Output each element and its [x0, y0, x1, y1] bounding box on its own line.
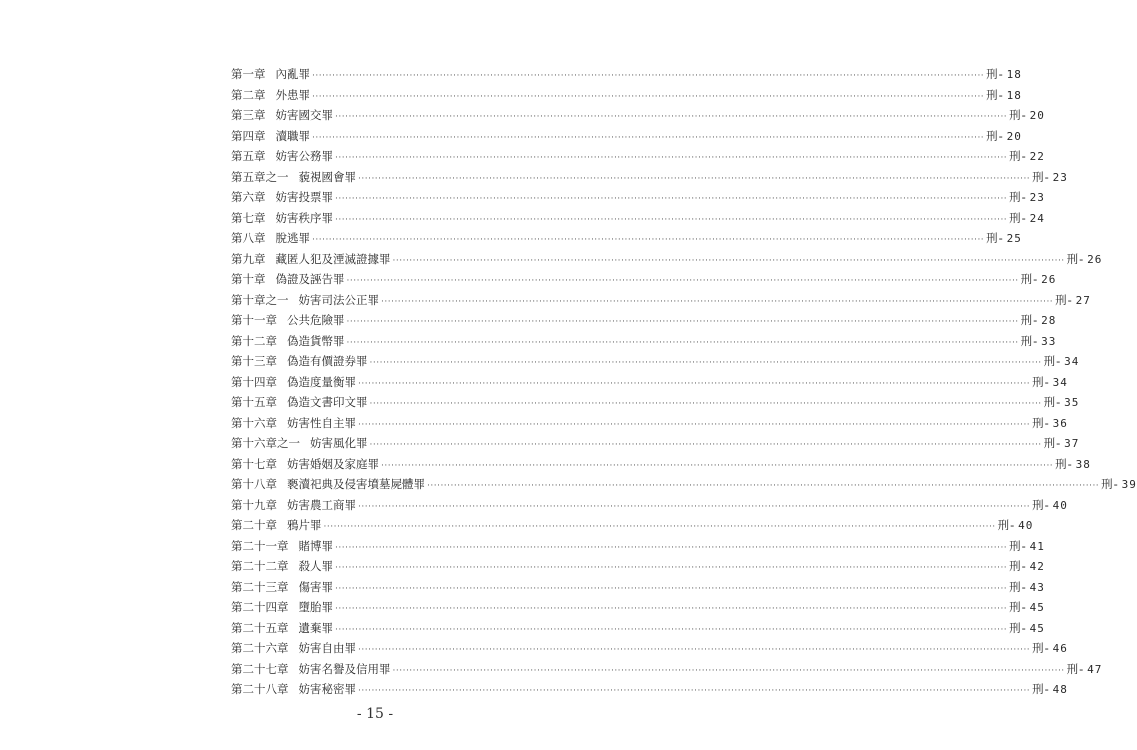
- toc-chapter-title: 妨害名譽及信用罪: [298, 661, 391, 676]
- toc-chapter-title: 傷害罪: [298, 579, 333, 594]
- toc-page-number: 24: [1029, 211, 1045, 225]
- toc-chapter-title: 妨害農工商罪: [287, 497, 356, 512]
- toc-chapter-number: 第二十三章: [231, 579, 289, 594]
- toc-chapter-title: 偽造文書印文罪: [287, 395, 368, 409]
- toc-chapter-title: 偽證及誣告罪: [275, 272, 345, 286]
- toc-entry[interactable]: [231, 126, 1022, 147]
- toc-code-prefix: 刑-: [1043, 354, 1062, 368]
- toc-entry[interactable]: [231, 187, 1045, 208]
- dot-leader: ········································································································································································································: [381, 296, 1054, 307]
- toc-code-prefix: 刑-: [1009, 538, 1027, 553]
- toc-entry[interactable]: [231, 495, 1068, 516]
- toc-chapter-number: 第六章: [231, 190, 266, 204]
- toc-code-prefix: 刑-: [986, 87, 1004, 102]
- toc-chapter-title: 妨害國交罪: [275, 108, 333, 122]
- toc-entry[interactable]: [231, 413, 1068, 434]
- dot-leader: ········································································································································································································: [335, 214, 1008, 225]
- toc-chapter-number: 第七章: [231, 210, 266, 225]
- toc-page-number: 33: [1041, 334, 1057, 348]
- toc-entry[interactable]: [231, 618, 1045, 639]
- toc-chapter-number: 第二十章: [231, 518, 277, 532]
- dot-leader: ········································································································································································································: [335, 112, 1008, 122]
- toc-chapter-number: 第十一章: [231, 313, 277, 327]
- toc-chapter-title: 妨害風化罪: [310, 436, 368, 450]
- toc-chapter-number: 第十五章: [231, 395, 277, 409]
- toc-entry[interactable]: [231, 269, 1057, 290]
- toc-chapter-title: 妨害秩序罪: [275, 210, 333, 225]
- dot-leader: ········································································································································································································: [335, 563, 1008, 573]
- toc-code-prefix: 刑-: [1055, 456, 1073, 471]
- toc-chapter-title: 偽造貨幣罪: [287, 333, 345, 348]
- table-of-contents: [231, 64, 1137, 700]
- toc-chapter-number: 第二十五章: [231, 620, 289, 635]
- toc-chapter-number: 第八章: [231, 231, 266, 245]
- toc-chapter-number: 第十章: [231, 272, 266, 286]
- toc-code-prefix: 刑-: [1032, 497, 1050, 512]
- toc-page-number: 25: [1006, 232, 1022, 245]
- toc-code-prefix: 刑-: [1101, 477, 1119, 491]
- toc-chapter-title: 脫逃罪: [275, 231, 310, 245]
- toc-code-prefix: 刑-: [986, 67, 1004, 81]
- toc-chapter-title: 殺人罪: [298, 559, 333, 573]
- toc-page-number: 40: [1052, 498, 1068, 512]
- toc-page-number: 45: [1029, 621, 1045, 635]
- toc-entry[interactable]: [231, 208, 1045, 229]
- toc-entry[interactable]: [231, 679, 1068, 700]
- dot-leader: ········································································································································································································: [346, 317, 1019, 327]
- toc-chapter-number: 第十八章: [231, 477, 277, 491]
- toc-chapter-title: 妨害性自主罪: [287, 415, 356, 430]
- toc-chapter-title: 妨害投票罪: [275, 190, 333, 204]
- dot-leader: ········································································································································································································: [312, 132, 985, 143]
- dot-leader: ········································································································································································································: [312, 91, 985, 102]
- toc-code-prefix: 刑-: [1043, 395, 1062, 409]
- toc-chapter-title: 褻瀆祀典及侵害墳墓屍體罪: [287, 477, 425, 491]
- toc-page-number: 23: [1052, 170, 1068, 184]
- toc-entry[interactable]: [231, 64, 1022, 85]
- toc-entry[interactable]: [231, 372, 1068, 393]
- toc-entry[interactable]: [231, 536, 1045, 557]
- toc-chapter-title: 妨害司法公正罪: [298, 292, 379, 307]
- toc-code-prefix: 刑-: [1032, 682, 1050, 696]
- dot-leader: ········································································································································································································: [312, 71, 985, 81]
- toc-page-number: 18: [1006, 68, 1022, 81]
- toc-page-number: 23: [1029, 191, 1045, 204]
- toc-chapter-number: 第十九章: [231, 497, 277, 512]
- toc-page-number: 42: [1029, 560, 1045, 573]
- toc-chapter-title: 賭博罪: [298, 538, 333, 553]
- toc-chapter-number: 第十三章: [231, 354, 277, 368]
- toc-code-prefix: 刑-: [1009, 149, 1027, 163]
- toc-entry[interactable]: [231, 351, 1080, 372]
- toc-page-number: 22: [1029, 150, 1045, 163]
- toc-code-prefix: 刑-: [1020, 272, 1039, 286]
- toc-code-prefix: 刑-: [1020, 333, 1039, 348]
- toc-page-number: 43: [1029, 580, 1045, 594]
- dot-leader: ········································································································································································································: [369, 440, 1042, 450]
- toc-chapter-title: 偽造有價證券罪: [287, 354, 368, 368]
- dot-leader: ········································································································································································································: [381, 460, 1054, 471]
- dot-leader: ········································································································································································································: [323, 522, 996, 532]
- toc-chapter-number: 第十章之一: [231, 292, 289, 307]
- toc-code-prefix: 刑-: [1009, 600, 1027, 614]
- toc-entry[interactable]: [231, 454, 1091, 475]
- toc-chapter-number: 第十四章: [231, 374, 277, 389]
- dot-leader: ········································································································································································································: [346, 276, 1019, 286]
- toc-page-number: 38: [1075, 457, 1091, 471]
- toc-page-number: 28: [1041, 314, 1057, 327]
- toc-chapter-number: 第九章: [231, 251, 266, 266]
- toc-page-number: 37: [1064, 437, 1080, 450]
- toc-code-prefix: 刑-: [1020, 313, 1039, 327]
- toc-chapter-number: 第三章: [231, 108, 266, 122]
- toc-page-number: 39: [1121, 478, 1137, 491]
- toc-entry[interactable]: [231, 331, 1057, 352]
- toc-page-number: 36: [1052, 416, 1068, 430]
- dot-leader: ········································································································································································································: [335, 624, 1008, 635]
- toc-code-prefix: 刑-: [1032, 415, 1050, 430]
- toc-entry[interactable]: [231, 638, 1068, 659]
- toc-code-prefix: 刑-: [1055, 292, 1073, 307]
- toc-page-number: 48: [1052, 683, 1068, 696]
- toc-chapter-number: 第二十四章: [231, 600, 289, 614]
- toc-code-prefix: 刑-: [1032, 641, 1050, 655]
- toc-entry[interactable]: [231, 105, 1045, 126]
- dot-leader: ········································································································································································································: [358, 173, 1031, 184]
- toc-code-prefix: 刑-: [1032, 374, 1050, 389]
- toc-page-number: 27: [1075, 293, 1091, 307]
- toc-chapter-title: 妨害自由罪: [298, 641, 356, 655]
- toc-code-prefix: 刑-: [1032, 169, 1050, 184]
- toc-code-prefix: 刑-: [986, 231, 1004, 245]
- toc-chapter-title: 妨害秘密罪: [298, 682, 356, 696]
- toc-entry[interactable]: [231, 146, 1045, 167]
- dot-leader: ········································································································································································································: [312, 235, 985, 245]
- toc-entry[interactable]: [231, 597, 1045, 618]
- toc-entry[interactable]: [231, 659, 1103, 680]
- toc-code-prefix: 刑-: [1009, 559, 1027, 573]
- toc-page-number: 47: [1087, 662, 1103, 676]
- toc-entry[interactable]: [231, 433, 1080, 454]
- toc-chapter-title: 藐視國會罪: [298, 169, 356, 184]
- toc-page-number: 26: [1087, 252, 1103, 266]
- toc-chapter-number: 第五章: [231, 149, 266, 163]
- toc-page-number: 34: [1052, 375, 1068, 389]
- toc-page-number: 35: [1064, 396, 1080, 409]
- toc-code-prefix: 刑-: [1009, 190, 1027, 204]
- dot-leader: ········································································································································································································: [335, 583, 1008, 594]
- toc-entry[interactable]: [231, 556, 1045, 577]
- toc-code-prefix: 刑-: [1066, 251, 1085, 266]
- dot-leader: ········································································································································································································: [358, 501, 1031, 512]
- dot-leader: ········································································································································································································: [335, 194, 1008, 204]
- dot-leader: ········································································································································································································: [369, 399, 1042, 409]
- dot-leader: ········································································································································································································: [358, 378, 1031, 389]
- toc-code-prefix: 刑-: [1066, 661, 1085, 676]
- toc-chapter-title: 公共危險罪: [287, 313, 345, 327]
- toc-chapter-number: 第二十八章: [231, 682, 289, 696]
- toc-chapter-number: 第十六章: [231, 415, 277, 430]
- toc-entry[interactable]: [231, 228, 1022, 249]
- toc-entry[interactable]: [231, 167, 1068, 188]
- toc-entry[interactable]: [231, 249, 1103, 270]
- toc-entry[interactable]: [231, 515, 1034, 536]
- page-number: - 15 -: [356, 706, 394, 722]
- toc-chapter-number: 第二十六章: [231, 641, 289, 655]
- toc-page-number: 20: [1029, 109, 1045, 122]
- toc-page-number: 26: [1041, 273, 1057, 286]
- toc-code-prefix: 刑-: [1009, 108, 1027, 122]
- toc-chapter-number: 第二十二章: [231, 559, 289, 573]
- dot-leader: ········································································································································································································: [335, 604, 1008, 614]
- dot-leader: ········································································································································································································: [335, 153, 1008, 163]
- toc-entry[interactable]: [231, 310, 1057, 331]
- toc-chapter-title: 鴉片罪: [287, 518, 322, 532]
- toc-code-prefix: 刑-: [997, 518, 1016, 532]
- toc-chapter-title: 遺棄罪: [298, 620, 333, 635]
- toc-chapter-title: 外患罪: [275, 87, 310, 102]
- toc-code-prefix: 刑-: [1043, 436, 1062, 450]
- toc-chapter-title: 內亂罪: [275, 67, 310, 81]
- dot-leader: ········································································································································································································: [358, 419, 1031, 430]
- toc-chapter-number: 第二十七章: [231, 661, 289, 676]
- toc-code-prefix: 刑-: [986, 128, 1004, 143]
- toc-chapter-title: 妨害公務罪: [275, 149, 333, 163]
- dot-leader: ········································································································································································································: [346, 337, 1019, 348]
- toc-entry[interactable]: [231, 577, 1045, 598]
- toc-page-number: 18: [1006, 88, 1022, 102]
- toc-chapter-number: 第四章: [231, 128, 266, 143]
- toc-code-prefix: 刑-: [1009, 210, 1027, 225]
- toc-chapter-number: 第五章之一: [231, 169, 289, 184]
- toc-page-number: 41: [1029, 539, 1045, 553]
- toc-page-number: 45: [1029, 601, 1045, 614]
- toc-entry[interactable]: [231, 85, 1022, 106]
- toc-chapter-title: 妨害婚姻及家庭罪: [287, 456, 379, 471]
- dot-leader: ········································································································································································································: [392, 255, 1065, 266]
- toc-chapter-title: 墮胎罪: [298, 600, 333, 614]
- dot-leader: ········································································································································································································: [392, 665, 1065, 676]
- toc-chapter-number: 第十七章: [231, 456, 277, 471]
- dot-leader: ········································································································································································································: [358, 686, 1031, 696]
- toc-page-number: 34: [1064, 355, 1080, 368]
- toc-page-number: 46: [1052, 642, 1068, 655]
- toc-code-prefix: 刑-: [1009, 620, 1027, 635]
- toc-chapter-number: 第十六章之一: [231, 436, 300, 450]
- dot-leader: ········································································································································································································: [358, 645, 1031, 655]
- toc-entry[interactable]: [231, 474, 1137, 495]
- toc-chapter-number: 第二章: [231, 87, 266, 102]
- toc-chapter-title: 瀆職罪: [275, 128, 310, 143]
- toc-entry[interactable]: [231, 392, 1080, 413]
- dot-leader: ········································································································································································································: [427, 481, 1100, 491]
- toc-entry[interactable]: [231, 290, 1091, 311]
- dot-leader: ········································································································································································································: [369, 358, 1042, 368]
- toc-chapter-number: 第二十一章: [231, 538, 289, 553]
- toc-chapter-title: 藏匿人犯及湮滅證據罪: [275, 251, 391, 266]
- toc-chapter-number: 第一章: [231, 67, 266, 81]
- toc-page-number: 40: [1018, 519, 1034, 532]
- dot-leader: ········································································································································································································: [335, 542, 1008, 553]
- toc-chapter-number: 第十二章: [231, 333, 277, 348]
- toc-code-prefix: 刑-: [1009, 579, 1027, 594]
- toc-page-number: 20: [1006, 129, 1022, 143]
- toc-chapter-title: 偽造度量衡罪: [287, 374, 356, 389]
